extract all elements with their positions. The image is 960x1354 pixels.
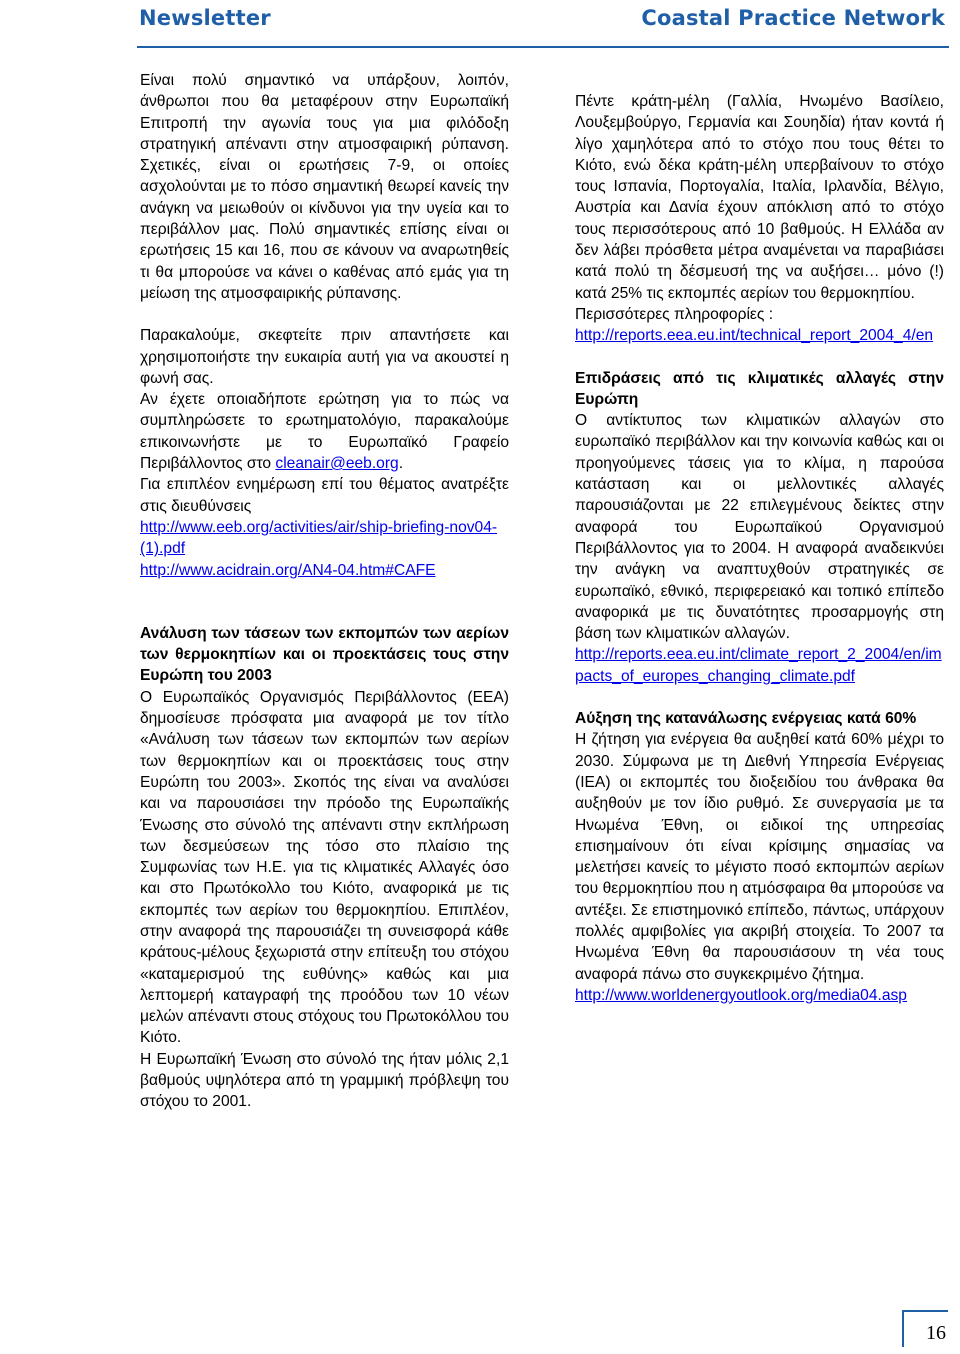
paragraph-text: Αν έχετε οποιαδήποτε ερώτηση για το πώς να συμπληρώσετε το ερωτηματολόγιο, παρακαλούμε επικοινωνήστε με το Ευρωπαϊκό Γραφείο Περιβάλλοντος στο — [140, 391, 509, 473]
paragraph: Για επιπλέον ενημέρωση επί του θέματος ανατρέξτε στις διευθύνσεις — [140, 476, 509, 515]
right-column — [575, 91, 944, 1006]
left-column — [140, 70, 509, 1113]
newsletter-title: Newsletter — [139, 6, 271, 30]
page-number: 16 — [926, 1322, 946, 1344]
email-link[interactable]: cleanair@eeb.org — [275, 455, 399, 473]
section-heading: Αύξηση της κατανάλωσης ενέργειας κατά 60% — [575, 710, 917, 728]
paragraph: Ο Ευρωπαϊκός Οργανισμός Περιβάλλοντος (ΕΕΑ) δημοσίευσε πρόσφατα μια αναφορά με τον τίτλο «Ανάλυση των τάσεων των εκπομπών των αερίων των θερμοκηπίων και οι προεκτάσεις τους στην Ευρώπη του 2003». Σκοπός της είναι να αναλύσει και να παρουσιάσει την πρόοδο της Ευρωπαϊκής Ένωσης στο σύνολό της απέναντι στην εκπλήρωση των δεσμεύσεων της τόσο στο πλαίσιο της Συμφωνίας των Η.Ε. για τις κλιματικές Αλλαγές όσο και στο Πρωτόκολλο του Κιότο, αναφορικά με τις εκπομπές των αερίων του θερμοκηπίου. Επιπλέον, στην αναφορά της παρουσιάζει τη συνεισφορά κάθε κράτους-μέλους ξεχωριστά στην επίτευξη του στόχου «καταμερισμού της ευθύνης» καθώς και μια λεπτομερή καταγραφή της προόδου των 10 νέων μελών απέναντι στους στόχους του Πρωτοκόλλου του Κιότο. — [140, 688, 509, 1047]
page-header — [137, 0, 949, 48]
page-number-box — [902, 1310, 948, 1347]
paragraph: Η ζήτηση για ενέργεια θα αυξηθεί κατά 60% μέχρι το 2030. Σύμφωνα με τη Διεθνή Υπηρεσία Ενέργειας (ΙΕΑ) οι εκπομπές του διοξειδίου του άνθρακα θα αυξηθούν με τον ίδιο ρυθμό. Σε συνεργασία με τα Ηνωμένα Έθνη, οι ειδικοί της υπηρεσίας επισημαίνουν ότι είναι κρίσιμης σημασίας να μελετήσει κανείς το μέγιστο ποσό εκπομπών αερίων του θερμοκηπίου που η ατμόσφαιρα θα μπορούσε να αντέξει. Σε επιστημονικό επίπεδο, πάντως, υπάρχουν πολλές αμφιβολίες για ακριβή στοιχεία. Το 2007 τα Ηνωμένα Έθνη θα παρουσιάσουν τη νέα τους αναφορά πάνω στο συγκεκριμένο ζήτημα. — [575, 731, 944, 983]
technical-report-link[interactable]: http://reports.eea.eu.int/technical_report_2004_4/en — [575, 327, 934, 345]
section-heading: Επιδράσεις από τις κλιματικές αλλαγές στην Ευρώπη — [575, 369, 944, 408]
section-heading: Ανάλυση των τάσεων των εκπομπών των αερίων των θερμοκηπίων και οι προεκτάσεις τους στην Ευρώπη του 2003 — [140, 624, 509, 685]
paragraph-end: . — [398, 455, 404, 473]
climate-report-link[interactable]: http://reports.eea.eu.int/climate_report_2_2004/en/impacts_of_europes_changing_climate.pdf — [575, 646, 942, 685]
paragraph: Η Ευρωπαϊκή Ένωση στο σύνολό της ήταν μόλις 2,1 βαθμούς υψηλότερα από τη γραμμική πρόβλεψη του στόχου το 2001. — [140, 1050, 509, 1111]
paragraph: Είναι πολύ σημαντικό να υπάρξουν, λοιπόν, άνθρωποι που θα μεταφέρουν στην Ευρωπαϊκή Επιτροπή την αγωνία τους για μια φιλόδοξη στρατηγική απέναντι στην ατμοσφαιρική ρύπανση. Σχετικές, είναι οι ερωτήσεις 7-9, οι οποίες ασχολούνται με το πόσο σημαντική θεωρεί κανείς την ανάγκη να μειωθούν οι κίνδυνοι για την υγεία και το περιβάλλον μας. Πολύ σημαντικές επίσης είναι οι ερωτήσεις 15 και 16, που σε κάνουν να αναρωτηθείς τι θα μπορούσε να κάνει ο καθένας από εμάς για τη μείωση της ατμοσφαιρικής ρύπανσης. — [140, 72, 509, 302]
paragraph: Ο αντίκτυπος των κλιματικών αλλαγών στο ευρωπαϊκό περιβάλλον και την κοινωνία καθώς και οι προηγούμενες τάσεις για το κλίμα, η παρούσα κατάσταση και οι μελλοντικές αλλαγές παρουσιάζονται με 22 επιλεγμένους δείκτες στην αναφορά του Ευρωπαϊκού Οργανισμού Περιβάλλοντος για το 2004. Η αναφορά αναδεικνύει την ανάγκη να αναπτυχθούν στρατηγικές σε ευρωπαϊκό, εθνικό, περιφερειακό και τοπικό επίπεδο αναφορικά με τις δυνατότητες προσαρμογής στη βάση των κλιματικών αλλαγών. — [575, 412, 944, 643]
network-title: Coastal Practice Network — [641, 6, 945, 30]
ship-briefing-link[interactable]: http://www.eeb.org/activities/air/ship-briefing-nov04-(1).pdf — [140, 518, 498, 558]
paragraph: Πέντε κράτη-μέλη (Γαλλία, Ηνωμένο Βασίλειο, Λουξεμβούργο, Γερμανία και Σουηδία) ήταν κοντά ή λίγο χαμηλότερα από το στόχο που τους θέτει το Κιότο, ενώ δέκα κράτη-μέλη υπερβαίνουν το στόχο τους Ισπανία, Πορτογαλία, Ιταλία, Ιρλανδία, Βέλγιο, Αυστρία και Δανία έχουν απόκλιση από το στόχο τους περισσότερους από 10 βαθμούς. Η Ελλάδα αν δεν λάβει πρόσθετα μέτρα αναμένεται να παραβιάσει κατά πολύ τη δέσμευσή της να αυξήσει… μόνο (!) κατά 25% τις εκπομπές αερίων του θερμοκηπίου. — [575, 93, 944, 302]
paragraph: Περισσότερες πληροφορίες : — [575, 305, 774, 323]
paragraph — [140, 389, 509, 474]
world-energy-outlook-link[interactable]: http://www.worldenergyoutlook.org/media04.asp — [575, 986, 907, 1004]
acidrain-link[interactable]: http://www.acidrain.org/AN4-04.htm#CAFE — [140, 561, 436, 579]
paragraph: Παρακαλούμε, σκεφτείτε πριν απαντήσετε και χρησιμοποιήστε την ευκαιρία αυτή για να ακουστεί η φωνή σας. — [140, 327, 509, 387]
